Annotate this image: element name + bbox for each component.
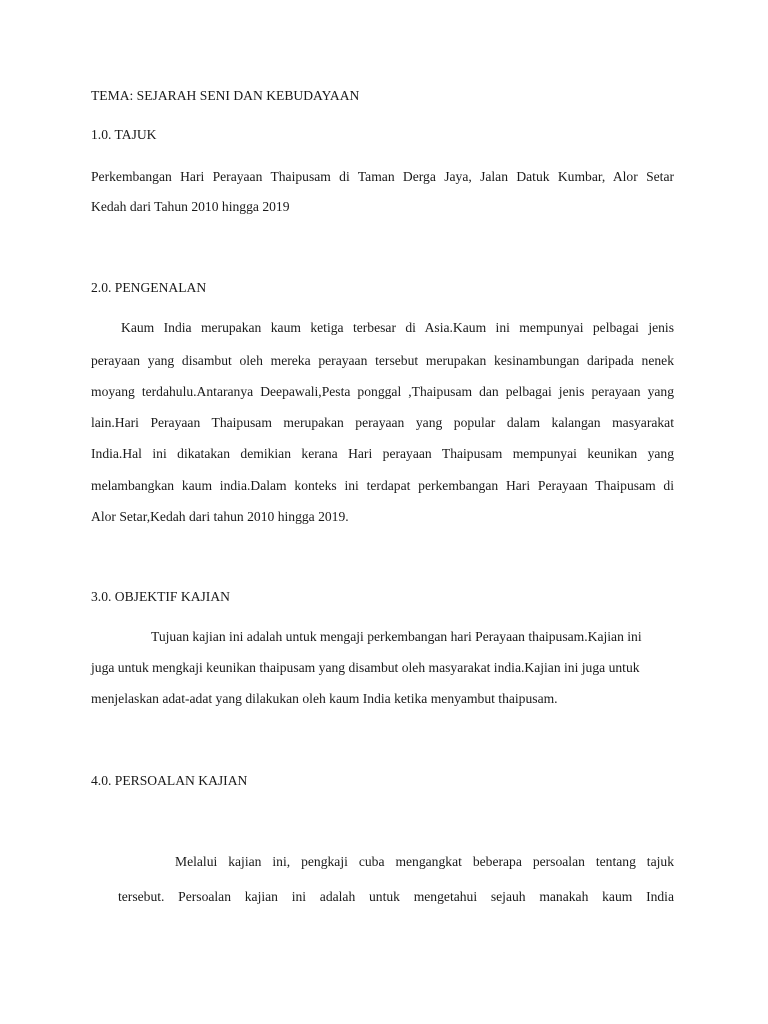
- section-2-line-2: perayaan yang disambut oleh mereka perayaan tersebut merupakan kesinambungan daripada nenek: [91, 353, 674, 368]
- section-1-heading: 1.0. TAJUK: [91, 127, 157, 142]
- section-2-line-5: India.Hal ini dikatakan demikian kerana Hari perayaan Thaipusam mempunyai keunikan yang: [91, 446, 674, 461]
- section-3-line-1: Tujuan kajian ini adalah untuk mengaji perkembangan hari Perayaan thaipusam.Kajian ini: [151, 629, 642, 644]
- theme-heading: TEMA: SEJARAH SENI DAN KEBUDAYAAN: [91, 88, 360, 103]
- section-4-line-1: Melalui kajian ini, pengkaji cuba mengangkat beberapa persoalan tentang tajuk: [175, 854, 674, 869]
- section-2-line-3: moyang terdahulu.Antaranya Deepawali,Pesta ponggal ,Thaipusam dan pelbagai jenis perayaan yang: [91, 384, 674, 399]
- section-1-line-1: Perkembangan Hari Perayaan Thaipusam di Taman Derga Jaya, Jalan Datuk Kumbar, Alor Setar: [91, 169, 674, 184]
- section-4-line-2: tersebut. Persoalan kajian ini adalah untuk mengetahui sejauh manakah kaum India: [118, 889, 674, 904]
- section-3-line-2: juga untuk mengkaji keunikan thaipusam yang disambut oleh masyarakat india.Kajian ini juga untuk: [91, 660, 640, 675]
- section-2-line-1: Kaum India merupakan kaum ketiga terbesar di Asia.Kaum ini mempunyai pelbagai jenis: [121, 320, 674, 335]
- section-3-heading: 3.0. OBJEKTIF KAJIAN: [91, 589, 230, 604]
- section-4-heading: 4.0. PERSOALAN KAJIAN: [91, 773, 248, 788]
- section-2-line-6: melambangkan kaum india.Dalam konteks ini terdapat perkembangan Hari Perayaan Thaipusam di: [91, 478, 674, 493]
- section-3-line-3: menjelaskan adat-adat yang dilakukan oleh kaum India ketika menyambut thaipusam.: [91, 691, 558, 706]
- section-2-line-7: Alor Setar,Kedah dari tahun 2010 hingga 2019.: [91, 509, 349, 524]
- section-2-line-4: lain.Hari Perayaan Thaipusam merupakan perayaan yang popular dalam kalangan masyarakat: [91, 415, 674, 430]
- section-2-heading: 2.0. PENGENALAN: [91, 280, 207, 295]
- section-1-line-2: Kedah dari Tahun 2010 hingga 2019: [91, 199, 290, 214]
